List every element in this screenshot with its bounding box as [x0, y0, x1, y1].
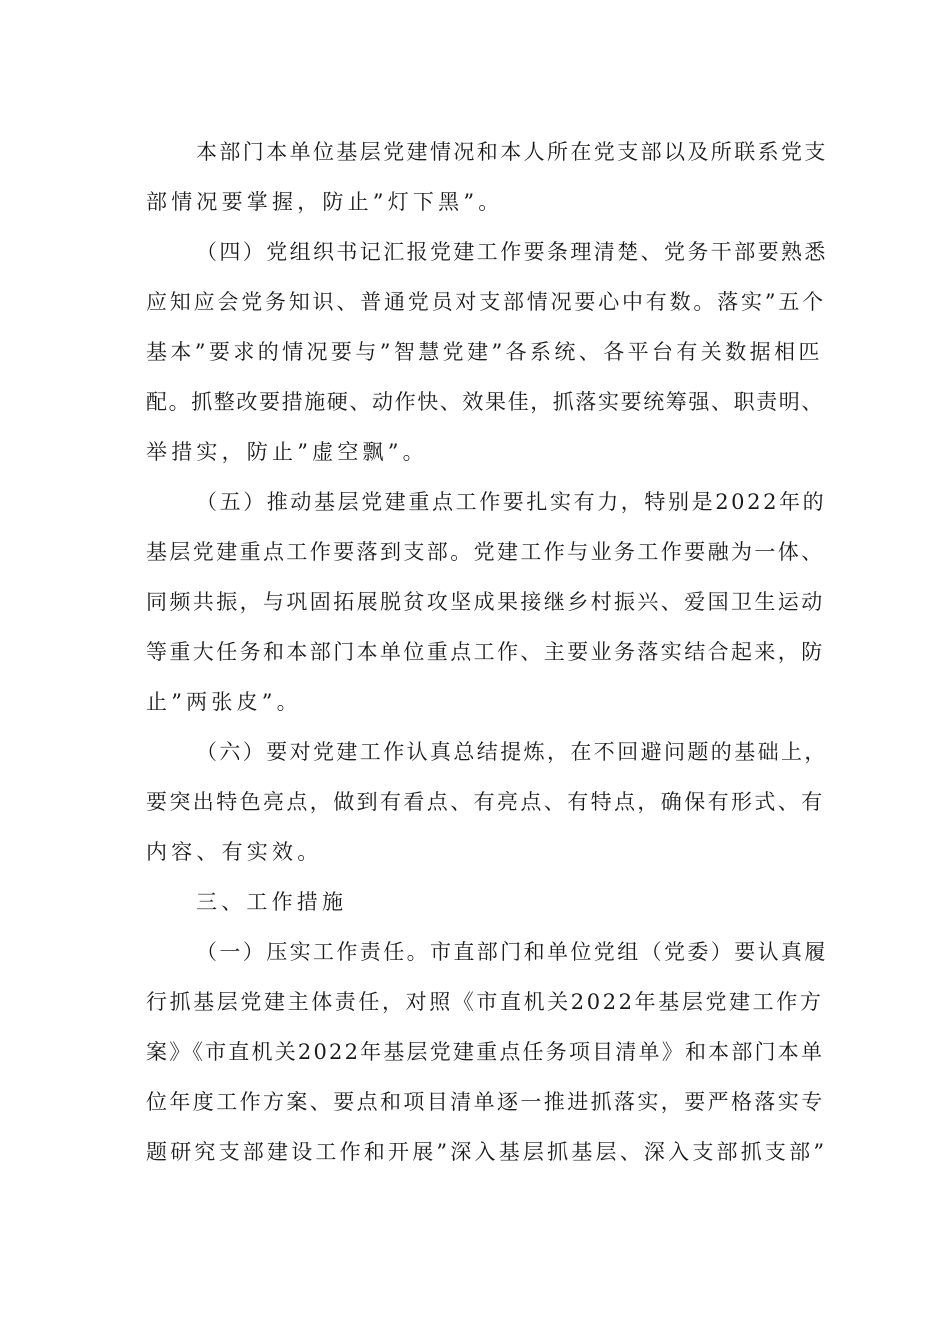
- paragraph-line: 内容、有实效。: [146, 840, 323, 864]
- paragraph-line: 位年度工作方案、要点和项目清单逐一推进抓落实，要严格落实专: [146, 1090, 825, 1114]
- paragraph-line: 题研究支部建设工作和开展”深入基层抓基层、深入支部抓支部”: [146, 1140, 828, 1164]
- paragraph-line: 行抓基层党建主体责任，对照《市直机关2022年基层党建工作方: [146, 990, 824, 1014]
- paragraph-line: 止”两张皮”。: [146, 690, 302, 714]
- paragraph-line: 部情况要掌握，防止”灯下黑”。: [146, 190, 504, 214]
- paragraph-line: 基本”要求的情况要与”智慧党建”各系统、各平台有关数据相匹: [146, 340, 823, 364]
- paragraph-line: 配。抓整改要措施硬、动作快、效果佳，抓落实要统筹强、职责明、: [146, 390, 824, 414]
- paragraph-line: （五）推动基层党建重点工作要扎实有力，特别是2022年的: [196, 490, 827, 514]
- paragraph-line: 等重大任务和本部门本单位重点工作、主要业务落实结合起来，防: [146, 640, 825, 664]
- paragraph-line: （四）党组织书记汇报党建工作要条理清楚、党务干部要熟悉: [196, 240, 828, 264]
- section-heading: 三、工作措施: [196, 890, 348, 914]
- paragraph-line: 举措实，防止”虚空飘”。: [146, 440, 428, 464]
- paragraph-line: （一）压实工作责任。市直部门和单位党组（党委）要认真履: [196, 940, 828, 964]
- paragraph-line: 应知应会党务知识、普通党员对支部情况要心中有数。落实”五个: [146, 290, 826, 314]
- paragraph-line: 案》《市直机关2022年基层党建重点任务项目清单》和本部门本单: [146, 1040, 825, 1064]
- paragraph-line: 本部门本单位基层党建情况和本人所在党支部以及所联系党支: [196, 140, 828, 164]
- paragraph-line: 基层党建重点工作要落到支部。党建工作与业务工作要融为一体、: [146, 540, 825, 564]
- paragraph-line: （六）要对党建工作认真总结提炼，在不回避问题的基础上，: [196, 740, 828, 764]
- paragraph-line: 同频共振，与巩固拓展脱贫攻坚成果接继乡村振兴、爱国卫生运动: [146, 590, 825, 614]
- paragraph-line: 要突出特色亮点，做到有看点、有亮点、有特点，确保有形式、有: [146, 790, 825, 814]
